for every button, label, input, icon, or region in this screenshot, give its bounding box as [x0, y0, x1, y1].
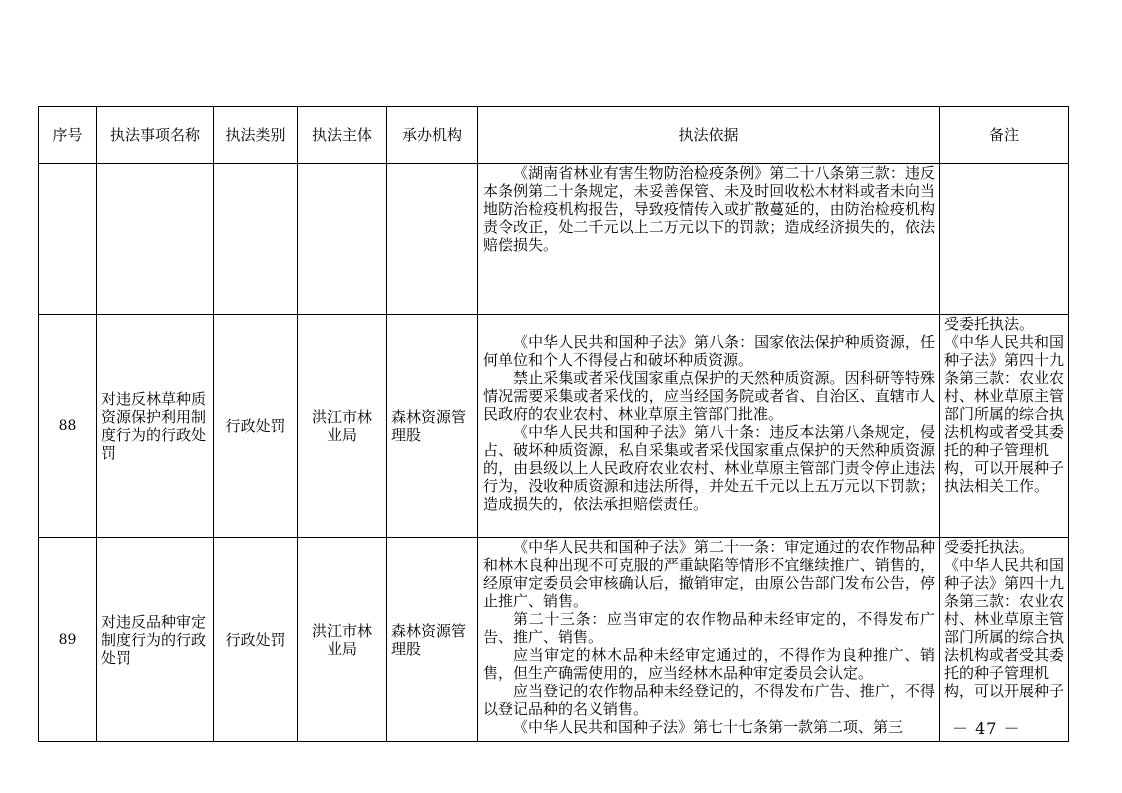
table-header-row — [39, 107, 1069, 164]
row-basis — [478, 315, 940, 538]
row-seq: 88 — [39, 315, 97, 538]
note-paragraph: 《中华人民共和国种子法》第四十九条第三款：农业农村、林业草原主管部门所属的综合执法机构或者受其委托的种子管理机构，可以开展种子执法相关工作。 — [944, 333, 1065, 495]
header-note: 备注 — [940, 107, 1069, 164]
basis-paragraph: 《中华人民共和国种子法》第二十一条：审定通过的农作物品种和林木良种出现不可克服的严重缺陷等情形不宜继续推广、销售的，经原审定委员会审核确认后，撤销审定，由原公告部门发布公告，停止推广、销售。 — [483, 538, 935, 610]
table-row — [39, 164, 1069, 315]
header-agency: 承办机构 — [387, 107, 478, 164]
basis-paragraph: 《湖南省林业有害生物防治检疫条例》第二十八条第三款：违反本条例第二十条规定，未妥善保管、未及时回收松木材料或者未向当地防治检疫机构报告，导致疫情传入或扩散蔓延的，由防治检疫机构责令改正，处二千元以上二万元以下的罚款；造成经济损失的，依法赔偿损失。 — [483, 164, 935, 254]
table-row — [39, 538, 1069, 742]
row-item-name: 对违反品种审定制度行为的行政处罚 — [97, 538, 214, 742]
row-basis — [478, 538, 940, 742]
page-number: － 47 － — [952, 719, 1021, 738]
basis-paragraph: 应当审定的林木品种未经审定通过的，不得作为良种推广、销售，但生产确需使用的，应当经林木品种审定委员会认定。 — [483, 646, 935, 682]
note-paragraph: 受委托执法。 — [944, 538, 1035, 556]
row-seq: 89 — [39, 538, 97, 742]
row-note — [940, 164, 1069, 315]
basis-paragraph: 第二十三条：应当审定的农作物品种未经审定的，不得发布广告、推广、销售。 — [483, 610, 935, 646]
header-category: 执法类别 — [214, 107, 298, 164]
row-category: 行政处罚 — [214, 538, 298, 742]
row-note — [940, 538, 1069, 742]
basis-paragraph: 《中华人民共和国种子法》第八条：国家依法保护种质资源，任何单位和个人不得侵占和破坏种质资源。 — [483, 333, 935, 369]
row-basis — [478, 164, 940, 315]
row-note — [940, 315, 1069, 538]
row-seq — [39, 164, 97, 315]
basis-paragraph: 应当登记的农作物品种未经登记的，不得发布广告、推广，不得以登记品种的名义销售。 — [483, 682, 935, 718]
basis-paragraph: 《中华人民共和国种子法》第八十条：违反本法第八条规定，侵占、破坏种质资源，私自采集或者采伐国家重点保护的天然种质资源的，由县级以上人民政府农业农村、林业草原主管部门责令停止违法行为，没收种质资源和违法所得，并处五千元以上五万元以下罚款；造成损失的，依法承担赔偿责任。 — [483, 423, 935, 513]
row-agency: 森林资源管理股 — [387, 538, 478, 742]
row-agency: 森林资源管理股 — [387, 315, 478, 538]
row-subject — [298, 164, 387, 315]
table-row — [39, 315, 1069, 538]
subject-text: 洪江市林业局 — [311, 408, 372, 444]
row-subject — [298, 315, 387, 538]
basis-paragraph: 《中华人民共和国种子法》第七十七条第一款第二项、第三 — [513, 718, 904, 736]
row-category: 行政处罚 — [214, 315, 298, 538]
basis-paragraph: 禁止采集或者采伐国家重点保护的天然种质资源。因科研等特殊情况需要采集或者采伐的，应当经国务院或者省、自治区、直辖市人民政府的农业农村、林业草原主管部门批准。 — [483, 369, 935, 423]
row-category — [214, 164, 298, 315]
header-seq: 序号 — [39, 107, 97, 164]
subject-text: 洪江市林业局 — [311, 621, 372, 658]
header-basis: 执法依据 — [478, 107, 940, 164]
row-subject — [298, 538, 387, 742]
note-paragraph: 《中华人民共和国种子法》第四十九条第三款：农业农村、林业草原主管部门所属的综合执法机构或者受其委托的种子管理机构，可以开展种子 — [944, 556, 1065, 700]
header-item-name: 执法事项名称 — [97, 107, 214, 164]
row-item-name: 对违反林草种质资源保护利用制度行为的行政处罚 — [97, 315, 214, 538]
row-agency — [387, 164, 478, 315]
enforcement-table — [38, 106, 1069, 742]
row-item-name — [97, 164, 214, 315]
note-paragraph: 受委托执法。 — [944, 315, 1035, 333]
header-subject: 执法主体 — [298, 107, 387, 164]
